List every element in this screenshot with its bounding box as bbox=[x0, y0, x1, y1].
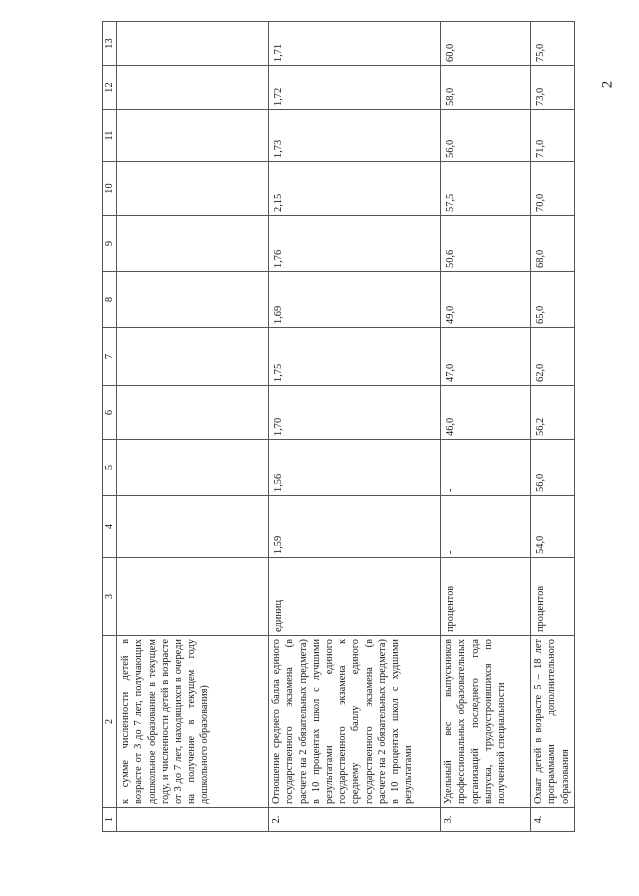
indicators-table-rotated bbox=[102, 38, 571, 832]
column-header: 9 bbox=[103, 216, 117, 272]
unit: процентов bbox=[531, 558, 575, 636]
value-cell: 68,0 bbox=[531, 216, 575, 272]
value-cell: 73,0 bbox=[531, 66, 575, 110]
column-header: 3 bbox=[103, 558, 117, 636]
table-row bbox=[531, 22, 575, 832]
value-cell: 75,0 bbox=[531, 22, 575, 66]
column-header: 2 bbox=[103, 636, 117, 808]
value-cell: 71,0 bbox=[531, 110, 575, 162]
value-cell: 2,15 bbox=[269, 162, 441, 216]
unit bbox=[117, 558, 269, 636]
value-cell: 49,0 bbox=[441, 272, 531, 328]
column-header: 7 bbox=[103, 328, 117, 386]
value-cell bbox=[117, 216, 269, 272]
unit: единиц bbox=[269, 558, 441, 636]
value-cell bbox=[117, 386, 269, 440]
row-number: 4. bbox=[531, 808, 575, 832]
value-cell bbox=[117, 440, 269, 496]
value-cell: 62,0 bbox=[531, 328, 575, 386]
value-cell: 50,6 bbox=[441, 216, 531, 272]
indicators-table bbox=[102, 21, 575, 832]
column-header: 8 bbox=[103, 272, 117, 328]
value-cell: 54,0 bbox=[531, 496, 575, 558]
value-cell: 56,0 bbox=[441, 110, 531, 162]
value-cell: 56,2 bbox=[531, 386, 575, 440]
page-number: 2 bbox=[599, 80, 616, 89]
value-cell: 46,0 bbox=[441, 386, 531, 440]
table-row bbox=[269, 22, 441, 832]
column-number-row bbox=[103, 22, 117, 832]
value-cell bbox=[117, 496, 269, 558]
value-cell bbox=[117, 66, 269, 110]
value-cell: 70,0 bbox=[531, 162, 575, 216]
value-cell: 1,72 bbox=[269, 66, 441, 110]
value-cell: 47,0 bbox=[441, 328, 531, 386]
value-cell bbox=[117, 22, 269, 66]
value-cell: - bbox=[441, 440, 531, 496]
value-cell: 58,0 bbox=[441, 66, 531, 110]
value-cell bbox=[117, 162, 269, 216]
value-cell: 60,0 bbox=[441, 22, 531, 66]
column-header: 5 bbox=[103, 440, 117, 496]
table-row bbox=[117, 22, 269, 832]
value-cell: 57,5 bbox=[441, 162, 531, 216]
value-cell bbox=[117, 272, 269, 328]
indicator-name: Охват детей в возрасте 5 – 18 лет программами дополнительного образования bbox=[531, 636, 575, 808]
value-cell: 56,0 bbox=[531, 440, 575, 496]
value-cell: 1,76 bbox=[269, 216, 441, 272]
table-row bbox=[441, 22, 531, 832]
indicator-name: к сумме численности детей в возрасте от 3 до 7 лет, получающих дошкольное образование в текущем году, и численности детей в возрасте от 3 до 7 лет, находящихся в очереди на получение в текущем году дошкольного образования) bbox=[117, 636, 269, 808]
value-cell: 1,71 bbox=[269, 22, 441, 66]
value-cell: 65,0 bbox=[531, 272, 575, 328]
column-header: 11 bbox=[103, 110, 117, 162]
value-cell: 1,73 bbox=[269, 110, 441, 162]
indicator-name: Отношение среднего балла единого государственного экзамена (в расчете на 2 обязательных предмета) в 10 процентах школ с лучшими результатами единого государственного экзамена к среднему баллу единого государственного экзамена (в расчете на 2 обязательных предмета) в 10 процентах школ с худшими результатами bbox=[269, 636, 441, 808]
unit: процентов bbox=[441, 558, 531, 636]
column-header: 6 bbox=[103, 386, 117, 440]
row-number bbox=[117, 808, 269, 832]
row-number: 2. bbox=[269, 808, 441, 832]
indicator-name: Удельный вес выпускников профессиональных образовательных организаций последнего года выпуска, трудоустроившихся по полученной специальности bbox=[441, 636, 531, 808]
value-cell bbox=[117, 110, 269, 162]
column-header: 12 bbox=[103, 66, 117, 110]
column-header: 1 bbox=[103, 808, 117, 832]
value-cell: 1,59 bbox=[269, 496, 441, 558]
value-cell: 1,69 bbox=[269, 272, 441, 328]
value-cell: 1,70 bbox=[269, 386, 441, 440]
value-cell bbox=[117, 328, 269, 386]
value-cell: 1,75 bbox=[269, 328, 441, 386]
column-header: 4 bbox=[103, 496, 117, 558]
value-cell: 1,56 bbox=[269, 440, 441, 496]
row-number: 3. bbox=[441, 808, 531, 832]
value-cell: - bbox=[441, 496, 531, 558]
column-header: 10 bbox=[103, 162, 117, 216]
column-header: 13 bbox=[103, 22, 117, 66]
